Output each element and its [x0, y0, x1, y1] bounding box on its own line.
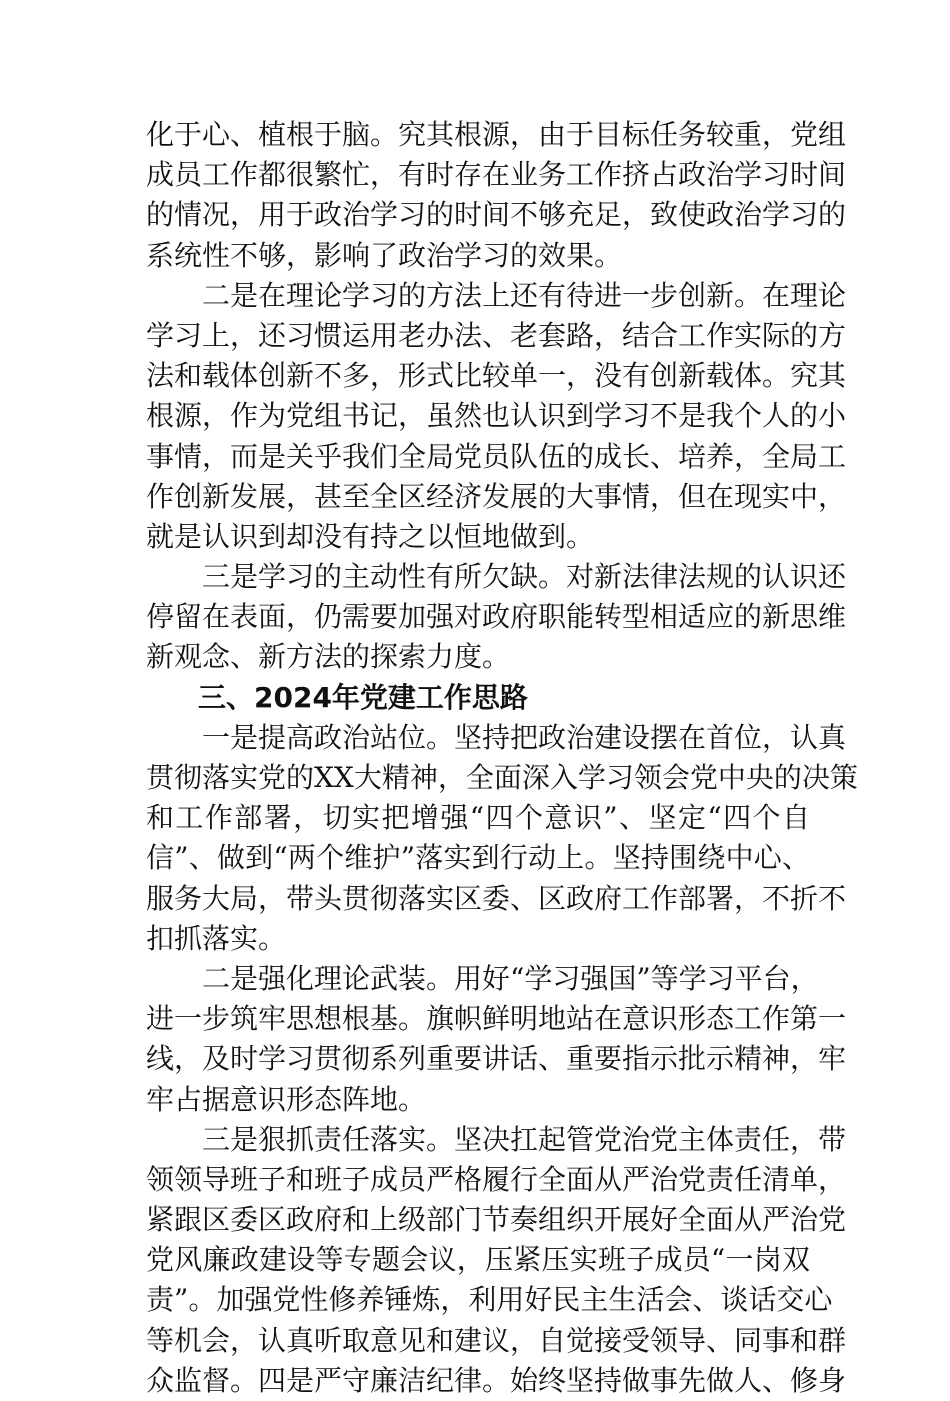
paragraph-line: 二是强化理论武装。用好“学习强国”等学习平台，	[202, 961, 819, 995]
paragraph-line: 一是提高政治站位。坚持把政治建设摆在首位，认真	[202, 720, 847, 754]
paragraph-line: 根源，作为党组书记，虽然也认识到学习不是我个人的小	[146, 399, 847, 433]
paragraph-line: 贯彻落实党的XX大精神，全面深入学习领会党中央的决策	[146, 761, 858, 794]
paragraph-line: 进一步筑牢思想根基。旗帜鲜明地站在意识形态工作第一	[146, 1002, 847, 1036]
paragraph-line: 紧跟区委区政府和上级部门节奏组织开展好全面从严治党	[146, 1203, 847, 1237]
paragraph-line: 三是学习的主动性有所欠缺。对新法律法规的认识还	[202, 560, 847, 594]
paragraph-line: 停留在表面，仍需要加强对政府职能转型相适应的新思维	[146, 600, 847, 634]
paragraph-line: 党风廉政建设等专题会议，压紧压实班子成员“一岗双	[146, 1243, 810, 1277]
section-heading: 三、2024年党建工作思路	[198, 680, 528, 714]
paragraph-line: 和工作部署，切实把增强“四个意识”、坚定“四个自	[146, 801, 810, 835]
paragraph-line: 的情况，用于政治学习的时间不够充足，致使政治学习的	[146, 198, 847, 232]
paragraph-line: 线，及时学习贯彻系列重要讲话、重要指示批示精神，牢	[146, 1042, 847, 1076]
paragraph-line: 系统性不够，影响了政治学习的效果。	[146, 238, 623, 272]
paragraph-line: 新观念、新方法的探索力度。	[146, 640, 511, 674]
paragraph-line: 作创新发展，甚至全区经济发展的大事情，但在现实中，	[146, 479, 847, 513]
paragraph-line: 众监督。四是严守廉洁纪律。始终坚持做事先做人、修身	[146, 1363, 847, 1397]
paragraph-line: 就是认识到却没有持之以恒地做到。	[146, 519, 595, 553]
paragraph-line: 学习上，还习惯运用老办法、老套路，结合工作实际的方	[146, 318, 847, 352]
paragraph-line: 扣抓落实。	[146, 921, 287, 955]
paragraph-line: 服务大局，带头贯彻落实区委、区政府工作部署，不折不	[146, 881, 847, 915]
paragraph-line: 成员工作都很繁忙，有时存在业务工作挤占政治学习时间	[146, 158, 847, 192]
paragraph-line: 等机会，认真听取意见和建议，自觉接受领导、同事和群	[146, 1323, 847, 1357]
paragraph-line: 法和载体创新不多，形式比较单一，没有创新载体。究其	[146, 359, 847, 393]
document-body	[146, 115, 858, 1401]
paragraph-line: 领领导班子和班子成员严格履行全面从严治党责任清单，	[146, 1162, 847, 1196]
paragraph-line: 三是狠抓责任落实。坚决扛起管党治党主体责任，带	[202, 1122, 847, 1156]
paragraph-line: 二是在理论学习的方法上还有待进一步创新。在理论	[202, 278, 847, 312]
paragraph-line: 信”、做到“两个维护”落实到行动上。坚持围绕中心、	[146, 841, 810, 875]
paragraph-line: 事情，而是关乎我们全局党员队伍的成长、培养，全局工	[146, 439, 847, 473]
paragraph-line: 化于心、植根于脑。究其根源，由于目标任务较重，党组	[146, 118, 847, 151]
paragraph-line: 牢占据意识形态阵地。	[146, 1082, 427, 1116]
paragraph-line: 责”。加强党性修养锤炼，利用好民主生活会、谈话交心	[146, 1283, 833, 1317]
